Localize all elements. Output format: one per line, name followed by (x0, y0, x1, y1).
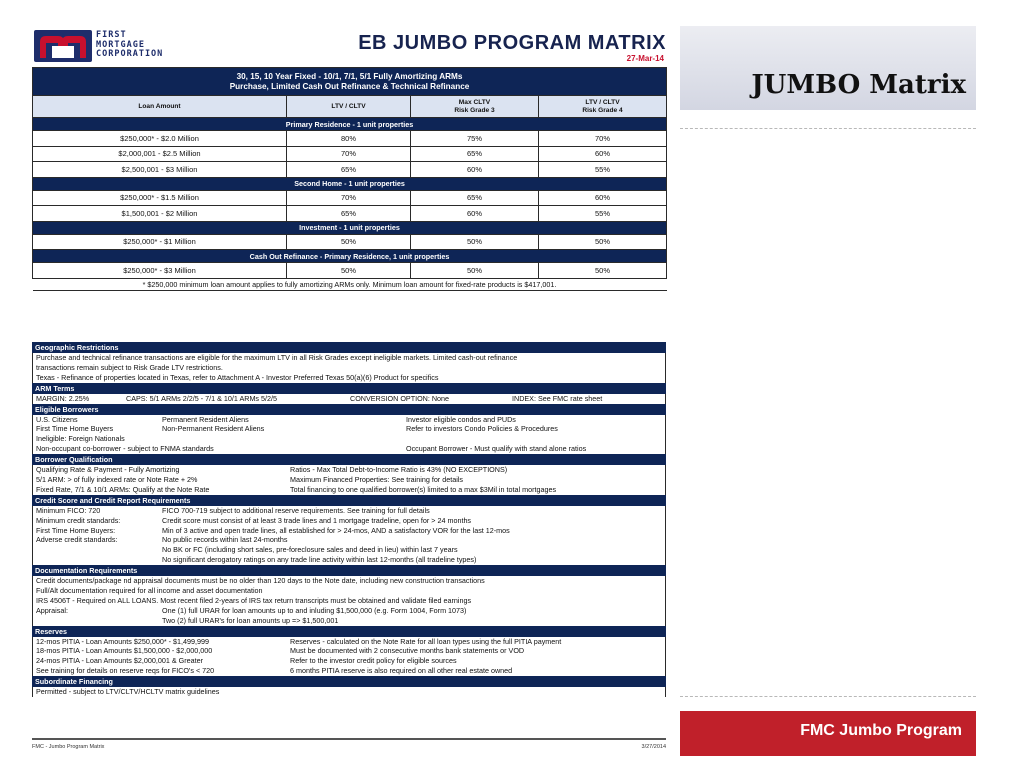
detail-text: Texas - Refinance of properties located in Texas, refer to Attachment A - Investor Preferred Texas 50(a)(6) Product for specifics (36, 372, 439, 382)
detail-line (36, 444, 662, 454)
ltv-value-cell: 60% (539, 146, 667, 162)
section-title: Cash Out Refinance - Primary Residence, 1 unit properties (33, 250, 667, 263)
ltv-value-cell: 50% (539, 263, 667, 279)
detail-line (36, 465, 662, 475)
ltv-value-cell: 50% (411, 234, 539, 250)
matrix-title: 30, 15, 10 Year Fixed - 10/1, 7/1, 5/1 Fully Amortizing ARMs (236, 71, 463, 81)
col-header-loan-amount: Loan Amount (33, 96, 287, 118)
detail-line (36, 616, 662, 626)
col-header-line: LTV / CLTV (585, 99, 620, 106)
detail-line (36, 545, 662, 555)
ltv-value-cell: 65% (411, 190, 539, 206)
detail-text: Two (2) full URAR's for loan amounts up => $1,500,001 (162, 615, 339, 625)
col-header-risk-grade-3 (411, 96, 539, 118)
matrix-title-row (33, 68, 667, 96)
detail-text: IRS 4506T - Required on ALL LOANS. Most recent filed 2-years of IRS tax return transcripts must be obtained and validate filed earnings (36, 595, 472, 605)
matrix-document (28, 26, 670, 762)
detail-line (36, 687, 662, 697)
detail-text: See training for details on reserve reqs for FICO's < 720 (36, 666, 215, 676)
detail-text: Investor eligible condos and PUDs (406, 414, 516, 424)
ltv-value-cell: 60% (539, 190, 667, 206)
detail-text: Minimum credit standards: (36, 515, 121, 525)
detail-text: Credit documents/package nd appraisal documents must be no older than 120 days to the Note date, including new construction transactions (36, 576, 485, 586)
ltv-value-cell: 50% (539, 234, 667, 250)
dashed-divider-bottom (680, 696, 976, 697)
col-header-risk-grade-4 (539, 96, 667, 118)
ltv-value-cell: 65% (287, 162, 411, 178)
ltv-value-cell: 70% (539, 131, 667, 147)
section-title: Primary Residence - 1 unit properties (33, 118, 667, 131)
detail-text: Reserves - calculated on the Note Rate for all loan types using the full PITIA payment (290, 636, 562, 646)
section-header-row (33, 118, 667, 131)
detail-text: No public records within last 24-months (162, 535, 288, 545)
detail-line (36, 434, 662, 444)
ltv-value-cell: 55% (539, 206, 667, 222)
program-details (32, 342, 666, 697)
ltv-value-cell: 60% (411, 206, 539, 222)
ltv-value-cell: 55% (539, 162, 667, 178)
detail-text: Refer to the investor credit policy for eligible sources (290, 656, 457, 666)
detail-line (36, 596, 662, 606)
ltv-value-cell: 65% (411, 146, 539, 162)
table-row (33, 263, 667, 279)
loan-amount-cell: $250,000* - $2.0 Million (33, 131, 287, 147)
detail-section-heading: Borrower Qualification (32, 454, 666, 465)
detail-text: 12-mos PITIA - Loan Amounts $250,000* - $1,499,999 (36, 636, 210, 646)
logo-text (96, 31, 206, 60)
loan-amount-cell: $2,500,001 - $3 Million (33, 162, 287, 178)
detail-section-body (32, 415, 666, 455)
footnote-row (33, 278, 667, 290)
detail-section-heading: Eligible Borrowers (32, 404, 666, 415)
table-row (33, 162, 667, 178)
ltv-value-cell: 70% (287, 146, 411, 162)
section-header-row (33, 177, 667, 190)
table-row (33, 206, 667, 222)
document-title: EB JUMBO PROGRAM MATRIX (358, 32, 666, 54)
detail-text: Ineligible: Foreign Nationals (36, 434, 125, 444)
footer-divider (32, 738, 666, 740)
detail-text: Refer to investors Condo Policies & Procedures (406, 424, 558, 434)
detail-line (36, 424, 662, 434)
footer-left-text: FMC - Jumbo Program Matrix (32, 744, 105, 750)
section-title: Investment - 1 unit properties (33, 221, 667, 234)
detail-line (36, 506, 662, 516)
ltv-value-cell: 75% (411, 131, 539, 147)
detail-line (36, 415, 662, 425)
ltv-value-cell: 50% (411, 263, 539, 279)
document-header (28, 26, 670, 66)
matrix-body (33, 68, 667, 291)
detail-text: Adverse credit standards: (36, 535, 118, 545)
matrix-title-cell (33, 68, 667, 96)
col-header-line: Risk Grade 4 (582, 106, 623, 114)
detail-section-body (32, 465, 666, 495)
logo-line-2: MORTGAGE (96, 39, 145, 50)
detail-text: First Time Home Buyers: (36, 525, 116, 535)
detail-text: Non-occupant co-borrower - subject to FNMA standards (36, 444, 214, 454)
detail-text: FICO 700-719 subject to additional reserve requirements. See training for full details (162, 505, 430, 515)
section-header-row (33, 221, 667, 234)
detail-line (36, 475, 662, 485)
detail-line (36, 516, 662, 526)
fmc-logo-icon (34, 30, 92, 62)
table-row (33, 146, 667, 162)
detail-text: MARGIN: 2.25% (36, 393, 90, 403)
detail-text: CONVERSION OPTION: None (350, 393, 450, 403)
detail-text: Credit score must consist of at least 3 trade lines and 1 mortgage tradeline, open for > 24 months (162, 515, 472, 525)
slide-title-box (680, 26, 976, 110)
detail-text: 24-mos PITIA - Loan Amounts $2,000,001 & Greater (36, 656, 204, 666)
detail-section-body (32, 687, 666, 697)
detail-text: One (1) full URAR for loan amounts up to and inluding $1,500,000 (e.g. Form 1004, Form 1073) (162, 605, 467, 615)
detail-section-heading: ARM Terms (32, 383, 666, 394)
detail-text: Occupant Borrower - Must qualify with stand alone ratios (406, 444, 587, 454)
loan-amount-cell: $250,000* - $1 Million (33, 234, 287, 250)
ltv-matrix-table (32, 67, 667, 291)
detail-line (36, 555, 662, 565)
detail-line (36, 353, 662, 363)
table-row (33, 190, 667, 206)
table-row (33, 234, 667, 250)
detail-text: No BK or FC (including short sales, pre-foreclosure sales and deed in lieu) within last 7 years (162, 545, 458, 555)
detail-line (36, 646, 662, 656)
logo-line-1: FIRST (96, 30, 127, 40)
detail-line (36, 586, 662, 596)
ltv-value-cell: 60% (411, 162, 539, 178)
ltv-value-cell: 50% (287, 234, 411, 250)
detail-text: Non-Permanent Resident Aliens (162, 424, 265, 434)
section-title: Second Home - 1 unit properties (33, 177, 667, 190)
detail-line (36, 656, 662, 666)
detail-text: No significant derogatory ratings on any trade line activity within last 12-months (all tradeline types) (162, 555, 477, 565)
detail-text: First Time Home Buyers (36, 424, 114, 434)
detail-section-body (32, 576, 666, 625)
detail-line (36, 606, 662, 616)
detail-section-body (32, 394, 666, 404)
matrix-subtitle: Purchase, Limited Cash Out Refinance & Technical Refinance (229, 81, 470, 91)
loan-amount-cell: $2,000,001 - $2.5 Million (33, 146, 287, 162)
detail-text: Must be documented with 2 consecutive months bank statements or VOD (290, 646, 525, 656)
detail-section-heading: Credit Score and Credit Report Requirements (32, 495, 666, 506)
detail-section-heading: Geographic Restrictions (32, 342, 666, 353)
col-header-line: Max CLTV (458, 99, 491, 106)
document-date: 27-Mar-14 (626, 54, 664, 63)
section-header-row (33, 250, 667, 263)
detail-text: Min of 3 active and open trade lines, all established for > 24-mos, AND a satisfactory VOR for the last 12-mos (162, 525, 510, 535)
detail-section-heading: Documentation Requirements (32, 565, 666, 576)
detail-text: transactions remain subject to Risk Grade LTV restrictions. (36, 362, 223, 372)
detail-line (36, 526, 662, 536)
loan-amount-cell: $250,000* - $1.5 Million (33, 190, 287, 206)
detail-line (36, 373, 662, 383)
footnote: * $250,000 minimum loan amount applies to fully amortizing ARMs only. Minimum loan amount for fixed-rate products is $417,001. (33, 278, 667, 290)
detail-text: Fixed Rate, 7/1 & 10/1 ARMs: Qualify at the Note Rate (36, 484, 210, 494)
dashed-divider-top (680, 128, 976, 129)
detail-text: U.S. Citizens (36, 414, 78, 424)
detail-text: Appraisal: (36, 605, 68, 615)
detail-section-heading: Reserves (32, 626, 666, 637)
detail-text: INDEX: See FMC rate sheet (512, 393, 603, 403)
detail-line (36, 576, 662, 586)
footer-right-date: 3/27/2014 (641, 744, 666, 750)
detail-text: 18-mos PITIA - Loan Amounts $1,500,000 - $2,000,000 (36, 646, 213, 656)
detail-text: 6 months PITIA reserve is also required on all other real estate owned (290, 666, 513, 676)
detail-section-body (32, 353, 666, 383)
detail-text: Maximum Financed Properties: See training for details (290, 475, 463, 485)
detail-text: Purchase and technical refinance transactions are eligible for the maximum LTV in all Risk Grades except ineligible markets. Limited cash-out refinance (36, 353, 518, 362)
matrix-header-row (33, 96, 667, 118)
program-label-box: FMC Jumbo Program (680, 711, 976, 756)
ltv-value-cell: 65% (287, 206, 411, 222)
detail-section-heading: Subordinate Financing (32, 676, 666, 687)
detail-line (36, 485, 662, 495)
detail-line (36, 666, 662, 676)
detail-text: Full/Alt documentation required for all income and asset documentation (36, 586, 263, 596)
ltv-value-cell: 70% (287, 190, 411, 206)
detail-text: Qualifying Rate & Payment - Fully Amortizing (36, 465, 180, 475)
detail-text: Permanent Resident Aliens (162, 414, 249, 424)
detail-text: Ratios - Max Total Debt-to-Income Ratio is 43% (NO EXCEPTIONS) (290, 465, 508, 475)
detail-section-body (32, 506, 666, 565)
detail-text: 5/1 ARM: > of fully indexed rate or Note Rate + 2% (36, 475, 198, 485)
ltv-value-cell: 50% (287, 263, 411, 279)
detail-text: Total financing to one qualified borrower(s) limited to a max $3Mil in total mortgages (290, 484, 557, 494)
detail-text: Permitted - subject to LTV/CLTV/HCLTV matrix guidelines (36, 687, 220, 697)
detail-text: Minimum FICO: 720 (36, 505, 101, 515)
logo-line-3: CORPORATION (96, 49, 164, 59)
loan-amount-cell: $250,000* - $3 Million (33, 263, 287, 279)
detail-line (36, 394, 662, 404)
company-logo (34, 30, 204, 64)
detail-line (36, 637, 662, 647)
detail-line (36, 535, 662, 545)
col-header-ltv-cltv: LTV / CLTV (287, 96, 411, 118)
table-row (33, 131, 667, 147)
ltv-value-cell: 80% (287, 131, 411, 147)
detail-line (36, 363, 662, 373)
col-header-line: Risk Grade 3 (454, 106, 495, 114)
slide-title: JUMBO Matrix (751, 70, 966, 100)
detail-section-body (32, 637, 666, 677)
loan-amount-cell: $1,500,001 - $2 Million (33, 206, 287, 222)
detail-text: CAPS: 5/1 ARMs 2/2/5 - 7/1 & 10/1 ARMs 5/2/5 (126, 393, 278, 403)
